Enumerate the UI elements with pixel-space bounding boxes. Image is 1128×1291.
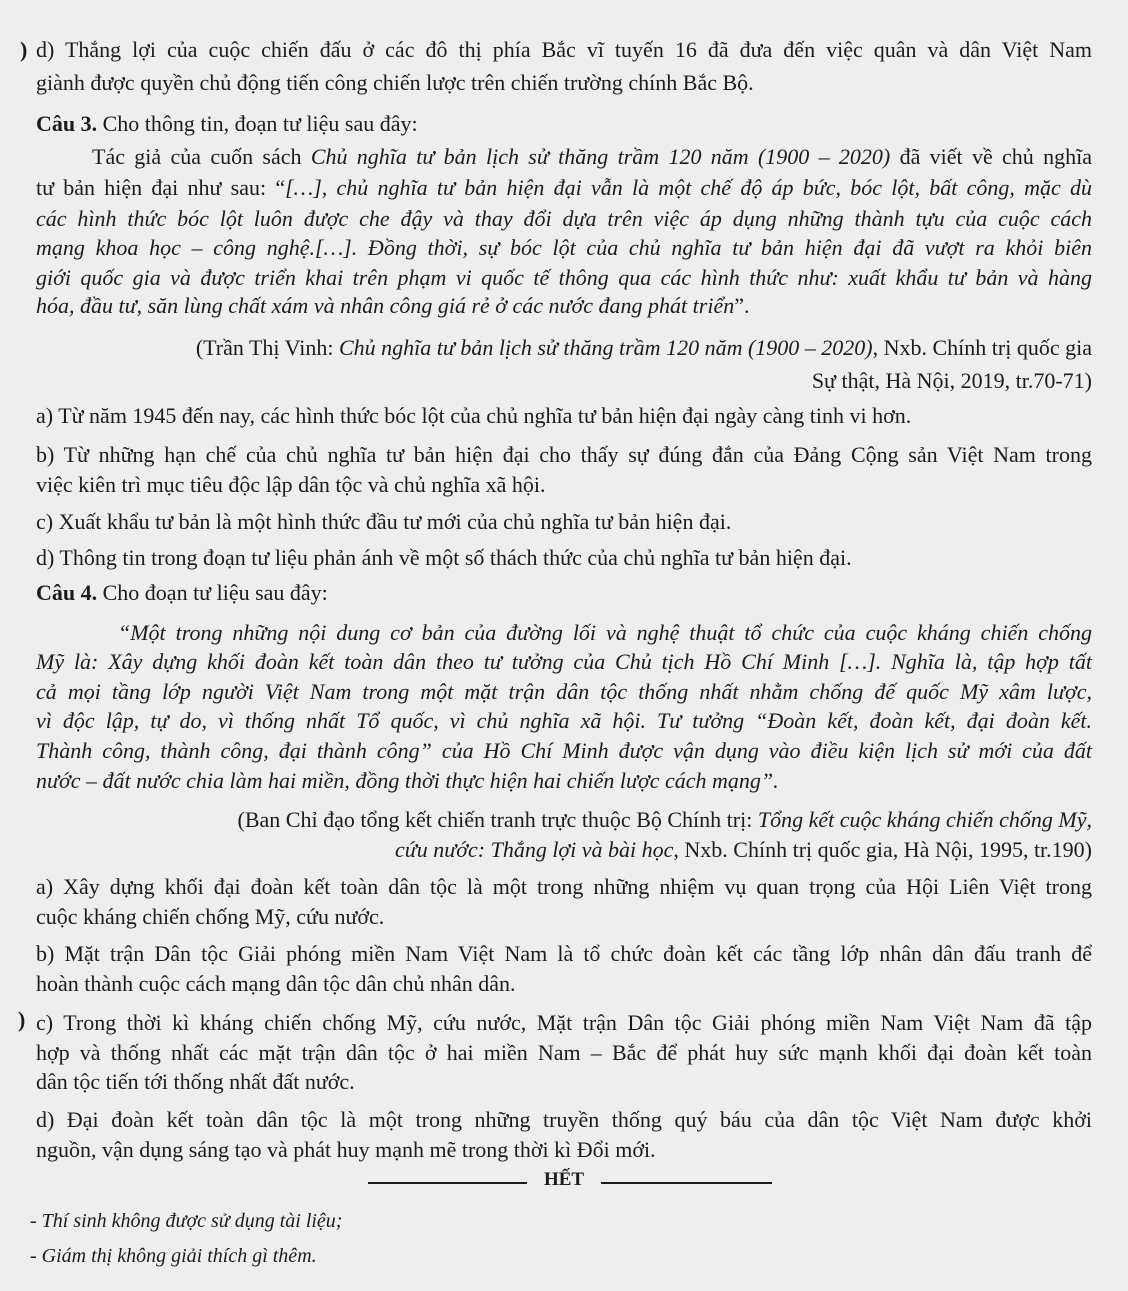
quote-4-line: vì độc lập, tự do, vì thống nhất Tổ quốc, vì chủ nghĩa xã hội. Tư tưởng “Đoàn kết, đoàn kết, đại đoàn kết. [36,708,1092,733]
option-4c-cont: hợp và thống nhất các mặt trận dân tộc ở hai miền Nam – Bắc để phát huy sức mạnh khối đại đoàn kết toàn [36,1040,1092,1065]
footnote-2: - Giám thị không giải thích gì thêm. [30,1245,317,1267]
option-4d: d) Đại đoàn kết toàn dân tộc là một trong những truyền thống quý báu của dân tộc Việt Nam được khởi [36,1107,1092,1132]
source-4-cont: cứu nước: Thắng lợi và bài học, Nxb. Chính trị quốc gia, Hà Nội, 1995, tr.190) [394,837,1092,862]
quote-3-line: Tác giả của cuốn sách Chủ nghĩa tư bản lịch sử thăng trầm 120 năm (1900 – 2020) đã viết về chủ nghĩa [92,144,1092,169]
pen-mark: ) [20,37,28,62]
question-3-heading: Câu 3. Cho thông tin, đoạn tư liệu sau đây: [36,111,418,136]
option-4a: a) Xây dựng khối đại đoàn kết toàn dân tộc là một trong những nhiệm vụ quan trọng của Hội Liên Việt trong [36,874,1092,899]
end-label: HẾT [527,1166,601,1194]
option-d: d) Thắng lợi của cuộc chiến đấu ở các đô thị phía Bắc vĩ tuyến 16 đã đưa đến việc quân và dân Việt Nam [36,37,1092,62]
quote-3-line: các hình thức bóc lột luôn được che đậy và thay đổi dựa trên việc áp dụng những thành tựu của cuộc cách [36,206,1092,231]
quote-4-line: Thành công, thành công, đại thành công” của Hồ Chí Minh được vận dụng vào điều kiện lịch sử mới của đất [36,738,1092,763]
option-4c: c) Trong thời kì kháng chiến chống Mỹ, cứu nước, Mặt trận Dân tộc Giải phóng miền Nam Việt Nam đã tập [36,1010,1092,1035]
footnote-1: - Thí sinh không được sử dụng tài liệu; [30,1210,343,1232]
source-3: (Trần Thị Vinh: Chủ nghĩa tư bản lịch sử thăng trầm 120 năm (1900 – 2020), Nxb. Chính trị quốc gia [195,335,1092,360]
option-3b: b) Từ những hạn chế của chủ nghĩa tư bản hiện đại cho thấy sự đúng đắn của Đảng Cộng sản Việt Nam trong [36,442,1092,467]
quote-3-line: mạng khoa học – công nghệ.[…]. Đồng thời, sự bóc lột của chủ nghĩa tư bản hiện đại đã vượt ra khỏi biên [36,235,1092,260]
quote-4-line: Mỹ là: Xây dựng khối đoàn kết toàn dân theo tư tưởng của Chủ tịch Hồ Chí Minh […]. Nghĩa là, tập hợp tất [36,649,1092,674]
quote-4-line: “Một trong những nội dung cơ bản của đường lối và nghệ thuật tổ chức của cuộc kháng chiến chống [118,620,1092,645]
source-3-cont: Sự thật, Hà Nội, 2019, tr.70-71) [811,368,1092,393]
quote-4-line: nước – đất nước chia làm hai miền, đồng thời thực hiện hai chiến lược cách mạng”. [36,768,779,793]
option-3c: c) Xuất khẩu tư bản là một hình thức đầu tư mới của chủ nghĩa tư bản hiện đại. [36,509,732,534]
option-4b-cont: hoàn thành cuộc cách mạng dân tộc dân chủ nhân dân. [36,971,516,996]
option-d-cont: giành được quyền chủ động tiến công chiến lược trên chiến trường chính Bắc Bộ. [36,70,754,95]
option-4b: b) Mặt trận Dân tộc Giải phóng miền Nam Việt Nam là tổ chức đoàn kết các tầng lớp nhân dân đấu tranh để [36,941,1092,966]
quote-3-line: tư bản hiện đại như sau: “[…], chủ nghĩa tư bản hiện đại vẫn là một chế độ áp bức, bóc lột, bất công, mặc dù [36,175,1092,200]
option-4a-cont: cuộc kháng chiến chống Mỹ, cứu nước. [36,904,385,929]
option-3b-cont: việc kiên trì mục tiêu độc lập dân tộc và chủ nghĩa xã hội. [36,472,546,497]
quote-3-line: giới quốc gia và được triển khai trên phạm vi quốc tế thông qua các hình thức như: xuất khẩu tư bản và hàng [36,265,1092,290]
question-4-heading: Câu 4. Cho đoạn tư liệu sau đây: [36,580,328,605]
quote-4-line: cả mọi tầng lớp người Việt Nam trong một mặt trận dân tộc thống nhất nhằm chống đế quốc Mỹ xâm lược, [36,679,1092,704]
pen-mark: ) [18,1007,26,1032]
option-3d: d) Thông tin trong đoạn tư liệu phản ánh về một số thách thức của chủ nghĩa tư bản hiện đại. [36,545,852,570]
option-3a: a) Từ năm 1945 đến nay, các hình thức bóc lột của chủ nghĩa tư bản hiện đại ngày càng tinh vi hơn. [36,403,912,428]
source-4: (Ban Chỉ đạo tổng kết chiến tranh trực thuộc Bộ Chính trị: Tổng kết cuộc kháng chiến chống Mỹ, [237,807,1092,832]
option-4d-cont: nguồn, vận dụng sáng tạo và phát huy mạnh mẽ trong thời kì Đổi mới. [36,1137,656,1162]
option-4c-cont: dân tộc tiến tới thống nhất đất nước. [36,1069,355,1094]
quote-3-line: hóa, đầu tư, săn lùng chất xám và nhân công giá rẻ ở các nước đang phát triển”. [36,293,750,318]
